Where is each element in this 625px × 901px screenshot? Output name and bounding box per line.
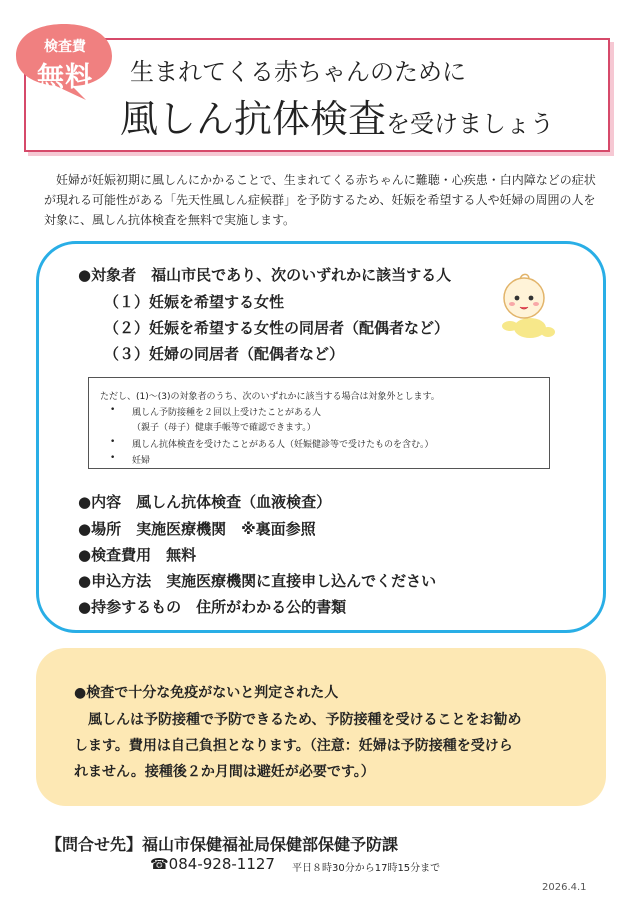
detail-bring: ●持参するもの 住所がわかる公的書類 bbox=[78, 598, 347, 616]
advice-line: 風しんは予防接種で予防できるため、予防接種を受けることをお勧め bbox=[74, 712, 522, 728]
target-item: （２）妊娠を希望する女性の同居者（配偶者など） bbox=[104, 319, 450, 337]
title-main-text: 風しん抗体検査 bbox=[120, 97, 387, 141]
bullet-icon: • bbox=[110, 405, 116, 415]
target-heading: ●対象者 福山市民であり、次のいずれかに該当する人 bbox=[78, 266, 452, 284]
contact-hours: 平日８時30分から17時15分まで bbox=[292, 863, 441, 874]
title-suffix-text: を受けましょう bbox=[386, 110, 555, 138]
badge-free-text: 無料 bbox=[37, 62, 93, 93]
intro-paragraph bbox=[44, 170, 604, 230]
note-bullet: 風しん予防接種を２回以上受けたことがある人 bbox=[132, 408, 322, 418]
contact-phone: ☎084-928-1127 bbox=[150, 855, 275, 873]
issue-date: 2026.4.1 bbox=[542, 882, 587, 893]
badge-small-text: 検査費 bbox=[44, 39, 86, 55]
target-item: （１）妊娠を希望する女性 bbox=[104, 293, 285, 311]
advice-line: します。費用は自己負担となります。（注意：妊婦は予防接種を受けら bbox=[74, 738, 513, 754]
target-item: （３）妊婦の同居者（配偶者など） bbox=[104, 345, 345, 363]
note-bullet: 妊婦 bbox=[132, 456, 151, 466]
detail-application: ●申込方法 実施医療機関に直接申し込んでください bbox=[78, 572, 437, 590]
baby-illustration bbox=[496, 270, 560, 340]
bullet-icon: • bbox=[110, 437, 116, 447]
note-bullet: 風しん抗体検査を受けたことがある人（妊娠健診等で受けたものを含む。） bbox=[132, 440, 434, 450]
intro-line: が現れる可能性がある「先天性風しん症候群」を予防するため、妊娠を希望する人や妊婦の周囲の人を bbox=[44, 193, 596, 207]
advice-line: れません。接種後２か月間は避妊が必要です。） bbox=[74, 764, 375, 780]
note-bullet-sub: （親子（母子）健康手帳等で確認できます。） bbox=[132, 423, 316, 433]
page-title bbox=[120, 88, 554, 143]
detail-fee: ●検査費用 無料 bbox=[78, 546, 197, 564]
intro-line: 妊婦が妊娠初期に風しんにかかることで、生まれてくる赤ちゃんに難聴・心疾患・白内障などの症状 bbox=[44, 173, 596, 187]
note-intro: ただし、(1)～(3)の対象者のうち、次のいずれかに該当する場合は対象外とします。 bbox=[100, 392, 440, 402]
intro-line: 対象に、風しん抗体検査を無料で実施します。 bbox=[44, 213, 296, 227]
bullet-icon: • bbox=[110, 453, 116, 463]
contact-label: 【問合せ先】福山市保健福祉局保健部保健予防課 bbox=[46, 835, 399, 854]
page-subtitle: 生まれてくる赤ちゃんのために bbox=[130, 58, 466, 86]
detail-content: ●内容 風しん抗体検査（血液検査） bbox=[78, 493, 332, 511]
advice-heading: ●検査で十分な免疫がないと判定された人 bbox=[74, 685, 339, 701]
detail-location: ●場所 実施医療機関 ※裏面参照 bbox=[78, 520, 316, 538]
